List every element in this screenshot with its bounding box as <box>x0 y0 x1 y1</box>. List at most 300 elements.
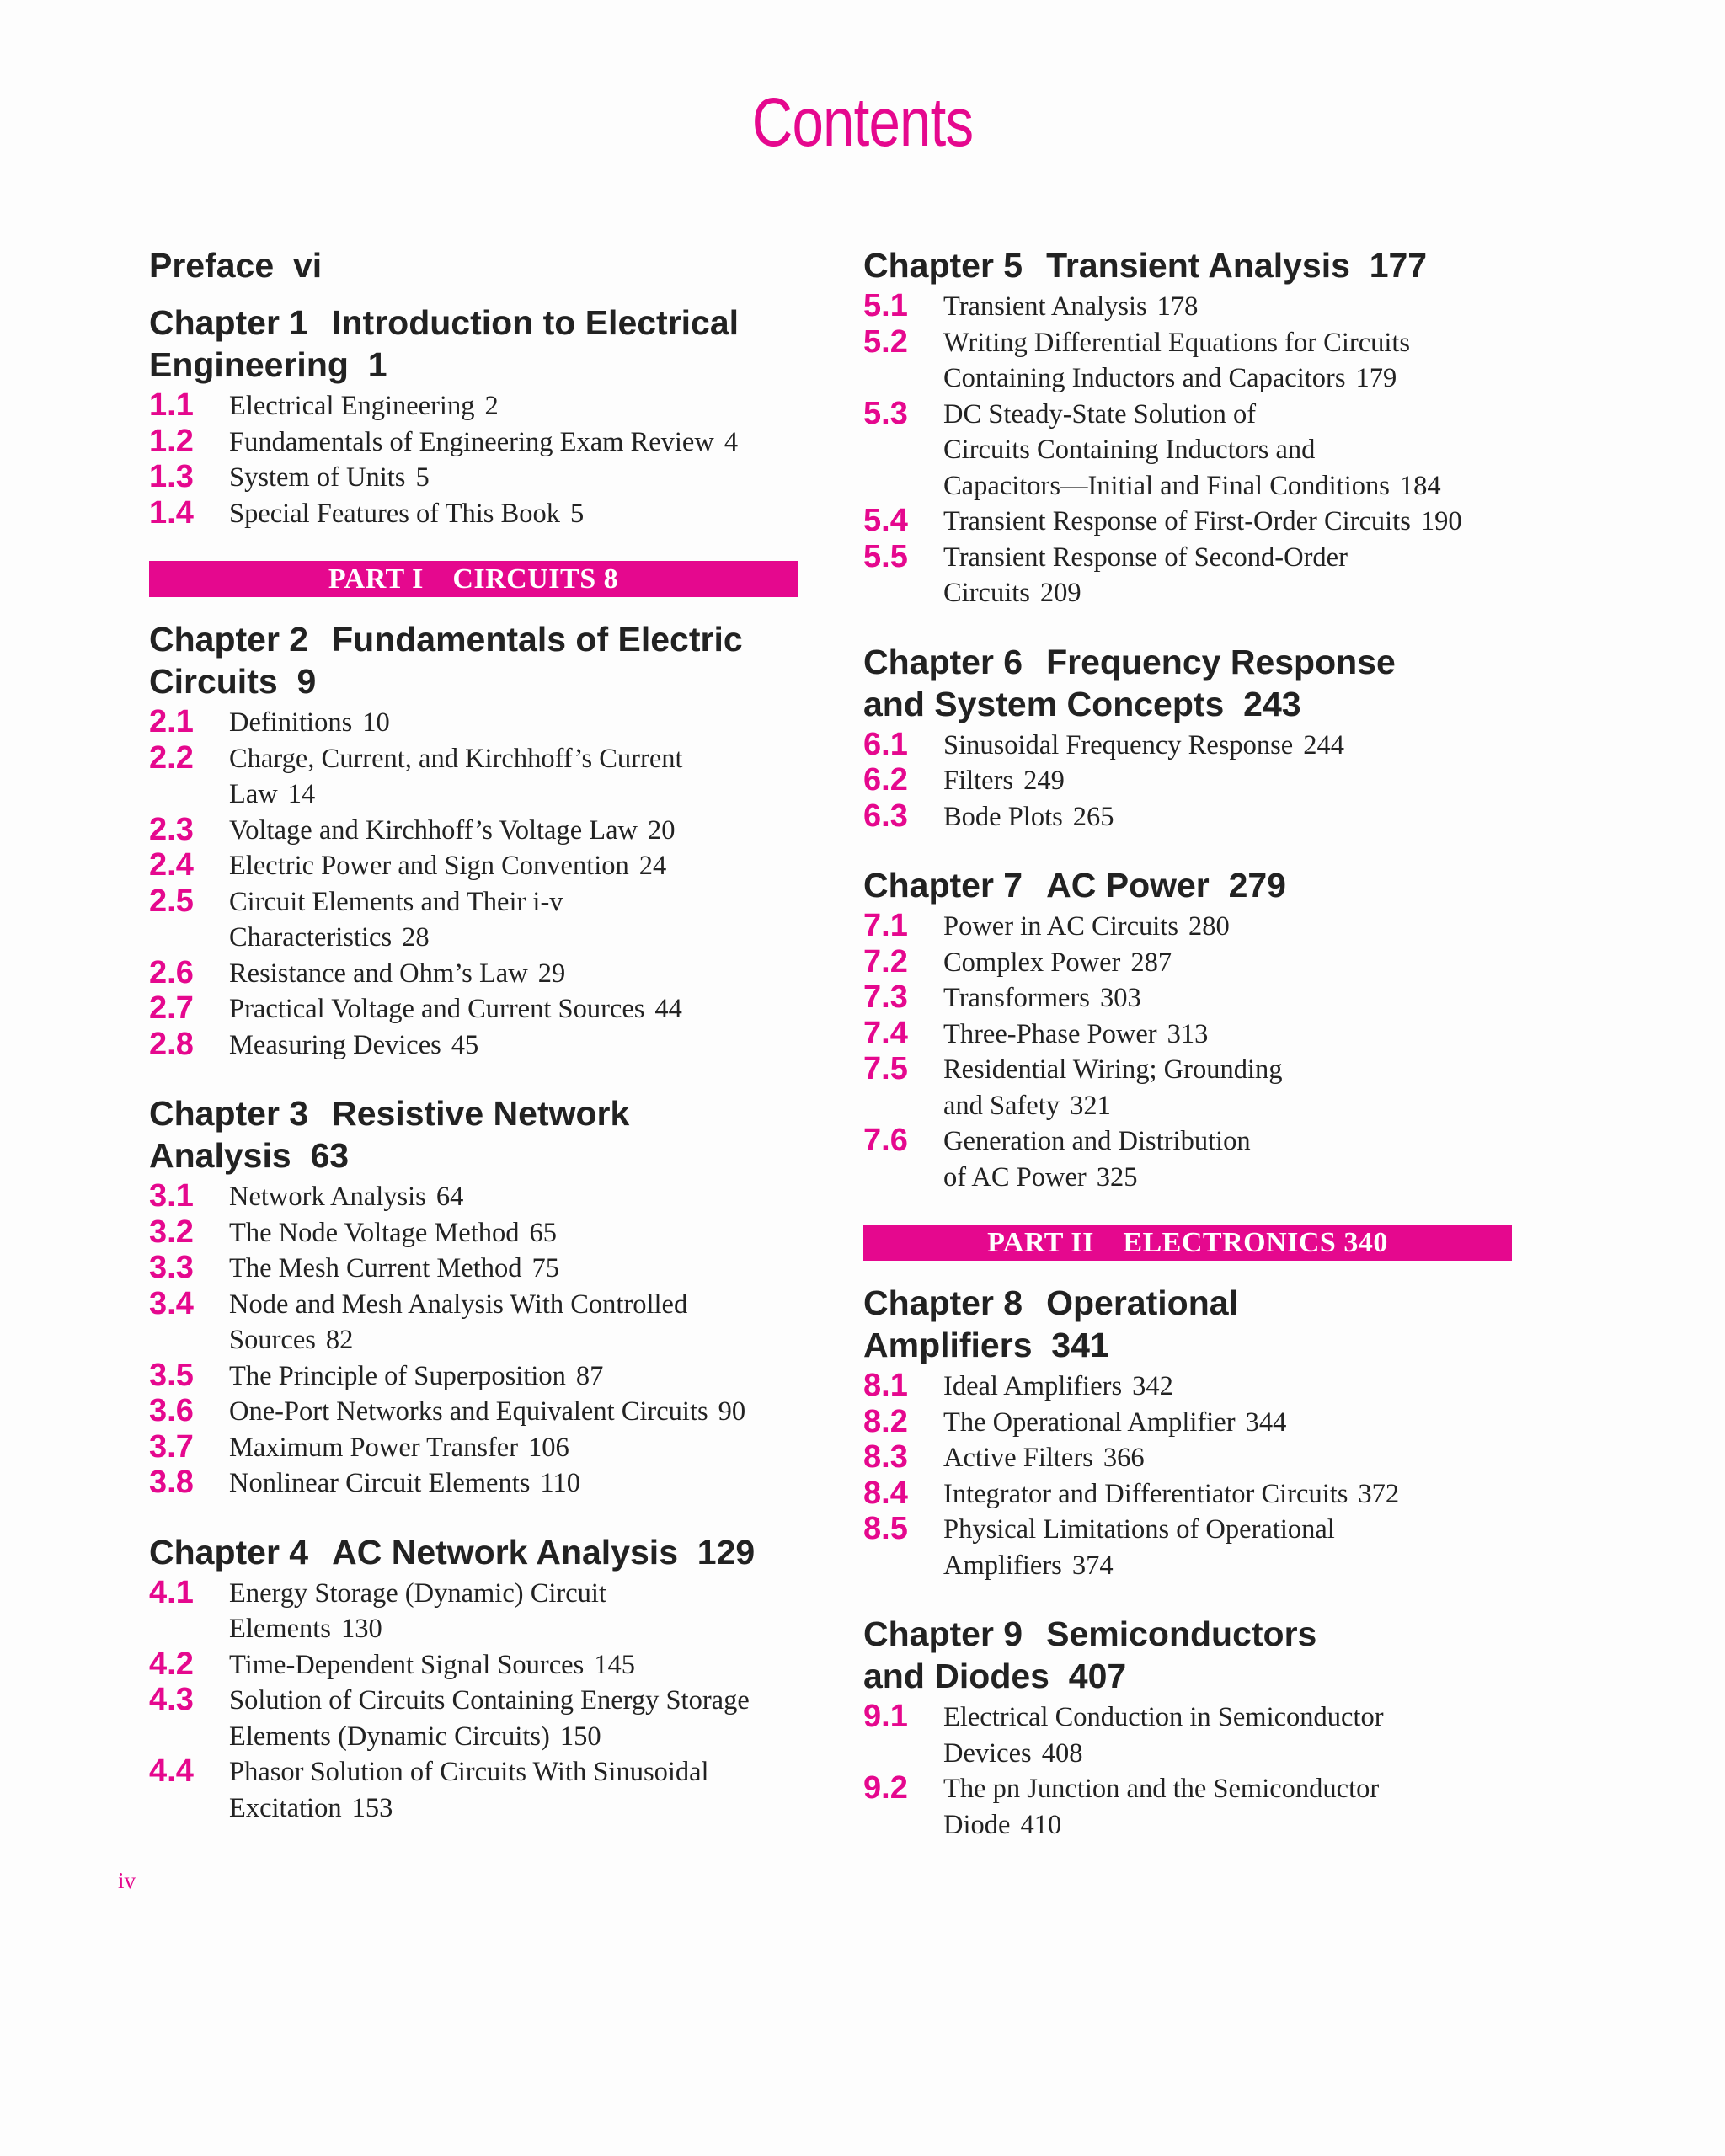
section-text <box>229 991 798 1027</box>
section-page: 20 <box>648 814 676 846</box>
section-page: 10 <box>362 707 390 738</box>
chapter-heading[interactable] <box>149 1092 798 1177</box>
section-title: The Operational Amplifier <box>943 1406 1236 1438</box>
section-page: 150 <box>559 1721 601 1752</box>
section-page: 179 <box>1355 363 1397 393</box>
section-number: 3.1 <box>149 1178 194 1214</box>
section-text <box>229 1358 798 1395</box>
section-number: 3.5 <box>149 1357 194 1393</box>
section-title: Transient Response of First-Order Circuits <box>943 506 1411 536</box>
section-text <box>943 1440 1512 1476</box>
section-title: Writing Differential Equations for Circuits <box>943 327 1411 358</box>
section-text <box>943 763 1512 799</box>
section-text <box>943 909 1512 945</box>
section-entry[interactable] <box>149 991 798 1027</box>
chapter-page: 129 <box>697 1532 756 1572</box>
section-text <box>229 1027 798 1064</box>
section-title: Amplifiers <box>943 1550 1062 1581</box>
section-number: 8.3 <box>863 1439 908 1475</box>
section-number: 4.2 <box>149 1646 194 1682</box>
chapter-title: Transient Analysis <box>1046 246 1350 285</box>
section-text <box>229 496 798 532</box>
section-page: 64 <box>435 1182 464 1212</box>
section-text <box>943 1512 1512 1583</box>
section-title: Fundamentals of Engineering Exam Review <box>229 426 714 457</box>
section-entry[interactable] <box>149 813 798 849</box>
section-page: 372 <box>1358 1478 1400 1509</box>
section-page: 344 <box>1245 1406 1287 1438</box>
section-page: 82 <box>325 1325 354 1355</box>
section-title: Physical Limitations of Operational <box>943 1514 1335 1545</box>
section-text <box>943 799 1512 835</box>
section-entry[interactable] <box>149 1576 798 1647</box>
section-number: 4.4 <box>149 1753 194 1789</box>
section-page: 130 <box>340 1614 382 1644</box>
section-text <box>943 1369 1512 1405</box>
chapter-block <box>863 864 1512 1195</box>
chapter-label: Chapter 5 <box>863 246 1023 285</box>
section-title: Elements <box>229 1614 331 1644</box>
section-number: 7.4 <box>863 1015 908 1051</box>
chapter-title: and System Concepts <box>863 684 1225 723</box>
section-page: 5 <box>415 462 430 493</box>
left-column <box>149 244 798 1855</box>
chapter-block <box>863 244 1512 611</box>
section-number: 2.2 <box>149 739 194 776</box>
section-text <box>229 956 798 992</box>
section-page: 2 <box>484 391 499 421</box>
section-number: 2.4 <box>149 847 194 883</box>
section-title: Measuring Devices <box>229 1029 441 1060</box>
section-text <box>943 1700 1512 1771</box>
section-title: Active Filters <box>943 1443 1093 1473</box>
chapter-block <box>149 302 798 531</box>
section-entry[interactable] <box>149 741 798 813</box>
section-text <box>943 1017 1512 1053</box>
chapter-page: 63 <box>310 1136 350 1175</box>
section-page: 75 <box>531 1253 560 1283</box>
section-text <box>229 1215 798 1251</box>
section-number: 5.4 <box>863 503 908 538</box>
chapter-label: Chapter 9 <box>863 1614 1023 1653</box>
section-text <box>229 1179 798 1215</box>
section-title: The Principle of Superposition <box>229 1360 566 1391</box>
chapter-heading[interactable] <box>863 1613 1512 1697</box>
section-number: 5.3 <box>863 395 908 431</box>
chapter-label: Chapter 3 <box>149 1094 309 1133</box>
section-title: Bode Plots <box>943 801 1063 832</box>
section-number: 1.2 <box>149 423 194 459</box>
section-entry[interactable] <box>149 1754 798 1826</box>
section-title: The Mesh Current Method <box>229 1253 522 1283</box>
section-page: 28 <box>402 922 430 953</box>
part-1-banner: PART I CIRCUITS 8 <box>149 561 798 597</box>
section-title: Characteristics <box>229 922 393 953</box>
section-title: Generation and Distribution <box>943 1126 1251 1156</box>
section-title: Electrical Conduction in Semiconductor <box>943 1702 1384 1732</box>
section-title: DC Steady-State Solution of <box>943 398 1257 430</box>
section-entry[interactable] <box>149 388 798 424</box>
chapter-page: 341 <box>1051 1326 1109 1364</box>
chapter-heading[interactable] <box>863 244 1512 286</box>
section-page: 24 <box>638 851 667 881</box>
chapter-block <box>149 618 798 1063</box>
section-entry[interactable] <box>863 289 1512 325</box>
section-text <box>229 848 798 884</box>
section-page: 190 <box>1420 506 1462 536</box>
section-entry[interactable] <box>149 1027 798 1064</box>
section-title: Capacitors—Initial and Final Conditions <box>943 470 1390 501</box>
section-title: Excitation <box>229 1792 342 1823</box>
chapter-heading[interactable] <box>863 1282 1512 1366</box>
section-number: 3.7 <box>149 1428 194 1465</box>
chapter-label: Chapter 6 <box>863 642 1023 681</box>
chapter-group-right-b <box>863 1282 1512 1843</box>
section-number: 9.2 <box>863 1770 908 1806</box>
chapter-title: Engineering <box>149 345 349 384</box>
section-entry[interactable] <box>149 1215 798 1251</box>
chapter-block <box>149 1531 798 1827</box>
section-text <box>229 1251 798 1287</box>
section-text <box>943 1052 1512 1123</box>
section-entry[interactable] <box>863 397 1512 504</box>
section-page: 287 <box>1130 947 1172 978</box>
section-entry[interactable] <box>149 424 798 461</box>
section-text <box>229 884 798 956</box>
section-title: Circuits <box>943 578 1030 608</box>
section-title: Power in AC Circuits <box>943 911 1178 942</box>
section-page: 153 <box>351 1792 393 1823</box>
section-number: 2.1 <box>149 704 194 739</box>
section-text <box>229 388 798 424</box>
section-entry[interactable] <box>149 705 798 741</box>
section-title: System of Units <box>229 462 406 493</box>
section-title: Energy Storage (Dynamic) Circuit <box>229 1577 606 1609</box>
section-entry[interactable] <box>149 460 798 496</box>
chapter-title: Semiconductors <box>1046 1614 1317 1653</box>
section-title: Integrator and Differentiator Circuits <box>943 1478 1348 1509</box>
section-entry[interactable] <box>149 956 798 992</box>
section-number: 1.4 <box>149 494 194 531</box>
chapter-page: 279 <box>1228 866 1286 905</box>
chapter-page: 407 <box>1068 1657 1127 1695</box>
section-number: 7.3 <box>863 979 908 1015</box>
preface-entry[interactable] <box>149 244 798 286</box>
section-number: 7.2 <box>863 943 908 979</box>
section-number: 9.1 <box>863 1699 908 1734</box>
section-title: Practical Voltage and Current Sources <box>229 994 645 1024</box>
section-page: 44 <box>654 994 682 1024</box>
section-number: 7.5 <box>863 1051 908 1086</box>
section-title: Time-Dependent Signal Sources <box>229 1649 585 1680</box>
section-number: 8.5 <box>863 1511 908 1546</box>
section-page: 209 <box>1039 578 1081 608</box>
section-entry[interactable] <box>863 728 1512 764</box>
section-title: Definitions <box>229 707 353 738</box>
chapter-heading[interactable] <box>149 302 798 386</box>
chapter-heading[interactable] <box>863 864 1512 906</box>
section-page: 65 <box>529 1217 558 1248</box>
section-entry[interactable] <box>863 1369 1512 1405</box>
section-title: Network Analysis <box>229 1182 426 1212</box>
section-page: 342 <box>1132 1371 1173 1401</box>
section-number: 3.8 <box>149 1465 194 1500</box>
section-title: Maximum Power Transfer <box>229 1432 519 1463</box>
section-number: 8.1 <box>863 1368 908 1403</box>
chapter-block <box>863 1282 1512 1583</box>
section-entry[interactable] <box>863 1771 1512 1843</box>
section-title: Phasor Solution of Circuits With Sinusoidal <box>229 1757 709 1787</box>
chapter-label: Chapter 8 <box>863 1283 1023 1322</box>
section-title: Node and Mesh Analysis With Controlled <box>229 1289 688 1320</box>
section-title: Residential Wiring; Grounding <box>943 1054 1283 1085</box>
section-text <box>229 813 798 849</box>
section-page: 14 <box>287 779 316 809</box>
section-title: Ideal Amplifiers <box>943 1371 1123 1401</box>
chapter-label: Chapter 1 <box>149 303 309 342</box>
section-title: of AC Power <box>943 1161 1087 1193</box>
section-entry[interactable] <box>863 799 1512 835</box>
chapter-label: Chapter 7 <box>863 866 1023 905</box>
section-title: The Node Voltage Method <box>229 1217 520 1248</box>
section-entry[interactable] <box>149 496 798 532</box>
section-number: 7.1 <box>863 908 908 943</box>
section-number: 2.8 <box>149 1026 194 1062</box>
section-page: 265 <box>1072 801 1114 832</box>
section-title: Charge, Current, and Kirchhoff’s Current <box>229 743 683 774</box>
section-page: 410 <box>1020 1809 1062 1840</box>
section-entry[interactable] <box>149 1358 798 1395</box>
section-page: 249 <box>1023 766 1065 796</box>
section-number: 8.4 <box>863 1475 908 1511</box>
section-text <box>943 980 1512 1017</box>
section-entry[interactable] <box>863 1405 1512 1441</box>
chapter-title: Operational <box>1046 1283 1238 1322</box>
section-title: Transient Analysis <box>943 291 1147 322</box>
section-title: Nonlinear Circuit Elements <box>229 1468 531 1498</box>
section-text <box>943 289 1512 325</box>
section-title: Sinusoidal Frequency Response <box>943 729 1294 760</box>
section-entry[interactable] <box>149 1465 798 1502</box>
section-number: 3.4 <box>149 1285 194 1321</box>
section-number: 6.3 <box>863 798 908 834</box>
section-number: 3.2 <box>149 1214 194 1250</box>
chapter-title: Analysis <box>149 1136 291 1175</box>
chapter-heading[interactable] <box>149 1531 798 1573</box>
section-entry[interactable] <box>149 848 798 884</box>
section-page: 29 <box>537 958 566 989</box>
chapter-block <box>863 1613 1512 1843</box>
section-page: 313 <box>1167 1018 1209 1049</box>
section-page: 5 <box>569 498 585 529</box>
section-entry[interactable] <box>863 945 1512 981</box>
chapter-title: AC Power <box>1046 866 1210 905</box>
section-entry[interactable] <box>863 763 1512 799</box>
page-folio: iv <box>118 1868 136 1893</box>
section-text <box>943 1771 1512 1843</box>
section-entry[interactable] <box>863 1017 1512 1053</box>
section-text <box>943 540 1512 611</box>
chapter-title: AC Network Analysis <box>332 1532 678 1572</box>
section-title: Filters <box>943 766 1014 796</box>
section-entry[interactable] <box>863 1052 1512 1123</box>
section-number: 3.6 <box>149 1393 194 1428</box>
section-entry[interactable] <box>149 1179 798 1215</box>
section-number: 2.3 <box>149 811 194 847</box>
chapter-page: 243 <box>1243 684 1301 723</box>
chapter-title: Resistive Network <box>332 1094 630 1133</box>
section-page: 145 <box>594 1649 635 1680</box>
section-entry[interactable] <box>149 1647 798 1684</box>
section-text <box>229 1576 798 1647</box>
section-text <box>229 1683 798 1754</box>
section-entry[interactable] <box>863 1476 1512 1513</box>
section-number: 1.3 <box>149 459 194 494</box>
section-title: Electric Power and Sign Convention <box>229 851 629 881</box>
section-title: Elements (Dynamic Circuits) <box>229 1721 550 1752</box>
section-title: Complex Power <box>943 947 1121 978</box>
chapter-block <box>149 1092 798 1502</box>
section-page: 4 <box>724 426 739 457</box>
section-number: 6.2 <box>863 762 908 798</box>
section-entry[interactable] <box>863 325 1512 397</box>
section-entry[interactable] <box>863 1123 1512 1195</box>
section-number: 1.1 <box>149 387 194 423</box>
chapter-page: 9 <box>296 662 317 701</box>
section-page: 374 <box>1071 1550 1114 1581</box>
section-text <box>943 1123 1512 1195</box>
chapter-title: Amplifiers <box>863 1326 1033 1364</box>
section-number: 4.3 <box>149 1682 194 1717</box>
section-text <box>229 460 798 496</box>
chapter-heading[interactable] <box>863 641 1512 725</box>
section-entry[interactable] <box>149 884 798 956</box>
chapter-title: Frequency Response <box>1046 642 1396 681</box>
chapter-label: Chapter 4 <box>149 1532 309 1572</box>
section-title: Voltage and Kirchhoff’s Voltage Law <box>229 814 638 846</box>
section-title: Sources <box>229 1325 316 1355</box>
section-page: 184 <box>1399 470 1441 501</box>
chapter-title: Introduction to Electrical <box>332 303 740 342</box>
section-text <box>229 424 798 461</box>
section-title: Law <box>229 779 278 809</box>
section-number: 2.5 <box>149 883 194 919</box>
section-page: 45 <box>451 1029 479 1060</box>
section-page: 106 <box>528 1432 569 1463</box>
section-number: 5.2 <box>863 323 908 360</box>
chapter-title: Circuits <box>149 662 278 701</box>
section-title: Devices <box>943 1737 1032 1769</box>
chapter-group-right-a <box>863 244 1512 1195</box>
section-entry[interactable] <box>863 1700 1512 1771</box>
section-entry[interactable] <box>863 909 1512 945</box>
section-page: 178 <box>1156 291 1199 322</box>
section-text <box>943 1476 1512 1513</box>
section-page: 321 <box>1070 1090 1111 1121</box>
chapter-heading[interactable] <box>149 618 798 702</box>
section-entry[interactable] <box>863 1440 1512 1476</box>
chapter-group-left-a <box>149 302 798 531</box>
section-number: 8.2 <box>863 1403 908 1439</box>
section-page: 280 <box>1188 911 1230 942</box>
section-text <box>943 1405 1512 1441</box>
section-number: 2.6 <box>149 954 194 990</box>
section-text <box>943 504 1512 540</box>
chapter-block <box>863 641 1512 835</box>
section-title: Solution of Circuits Containing Energy Storage <box>229 1685 750 1716</box>
section-text <box>943 945 1512 981</box>
chapter-label: Chapter 2 <box>149 620 309 659</box>
chapter-title: Fundamentals of Electric <box>332 620 743 659</box>
section-number: 6.1 <box>863 726 908 762</box>
section-page: 408 <box>1041 1737 1083 1769</box>
section-entry[interactable] <box>863 504 1512 540</box>
section-title: One-Port Networks and Equivalent Circuits <box>229 1396 708 1427</box>
section-page: 366 <box>1103 1443 1145 1473</box>
section-number: 4.1 <box>149 1574 194 1610</box>
chapter-title: and Diodes <box>863 1657 1049 1695</box>
section-text <box>943 728 1512 764</box>
section-title: Special Features of This Book <box>229 498 560 529</box>
section-number: 5.5 <box>863 538 908 574</box>
section-entry[interactable] <box>863 980 1512 1017</box>
section-text <box>943 397 1512 504</box>
section-entry[interactable] <box>149 1394 798 1430</box>
section-page: 244 <box>1303 729 1344 760</box>
section-title: Electrical Engineering <box>229 391 475 421</box>
section-text <box>229 1647 798 1684</box>
preface-page: vi <box>292 246 323 285</box>
section-page: 110 <box>540 1468 580 1498</box>
section-text <box>229 1465 798 1502</box>
chapter-group-left-b <box>149 618 798 1826</box>
section-text <box>229 705 798 741</box>
section-text <box>229 1287 798 1358</box>
section-entry[interactable] <box>149 1683 798 1754</box>
section-entry[interactable] <box>149 1251 798 1287</box>
right-column <box>863 244 1512 1872</box>
section-entry[interactable] <box>863 1512 1512 1583</box>
section-page: 325 <box>1096 1161 1138 1193</box>
section-title: Transient Response of Second-Order <box>943 542 1348 573</box>
section-page: 87 <box>575 1360 604 1391</box>
section-number: 3.3 <box>149 1250 194 1285</box>
section-title: Circuit Elements and Their i-v <box>229 886 563 917</box>
section-number: 7.6 <box>863 1123 908 1158</box>
section-number: 5.1 <box>863 288 908 323</box>
section-text <box>229 741 798 813</box>
section-entry[interactable] <box>149 1287 798 1358</box>
section-entry[interactable] <box>149 1430 798 1466</box>
chapter-page: 1 <box>367 345 387 384</box>
section-title: Transformers <box>943 983 1090 1013</box>
section-text <box>229 1394 798 1430</box>
preface-label: Preface <box>149 246 275 285</box>
section-text <box>229 1754 798 1826</box>
section-text <box>229 1430 798 1466</box>
section-title: Circuits Containing Inductors and <box>943 435 1316 465</box>
section-entry[interactable] <box>863 540 1512 611</box>
section-text <box>943 325 1512 397</box>
section-title: and Safety <box>943 1090 1060 1121</box>
section-title: Resistance and Ohm’s Law <box>229 958 528 989</box>
part-2-banner: PART II ELECTRONICS 340 <box>863 1225 1512 1261</box>
section-page: 90 <box>718 1396 746 1427</box>
section-number: 2.7 <box>149 990 194 1026</box>
section-title: Three-Phase Power <box>943 1018 1157 1049</box>
page-title: Contents <box>751 84 974 161</box>
section-title: Containing Inductors and Capacitors <box>943 363 1346 393</box>
